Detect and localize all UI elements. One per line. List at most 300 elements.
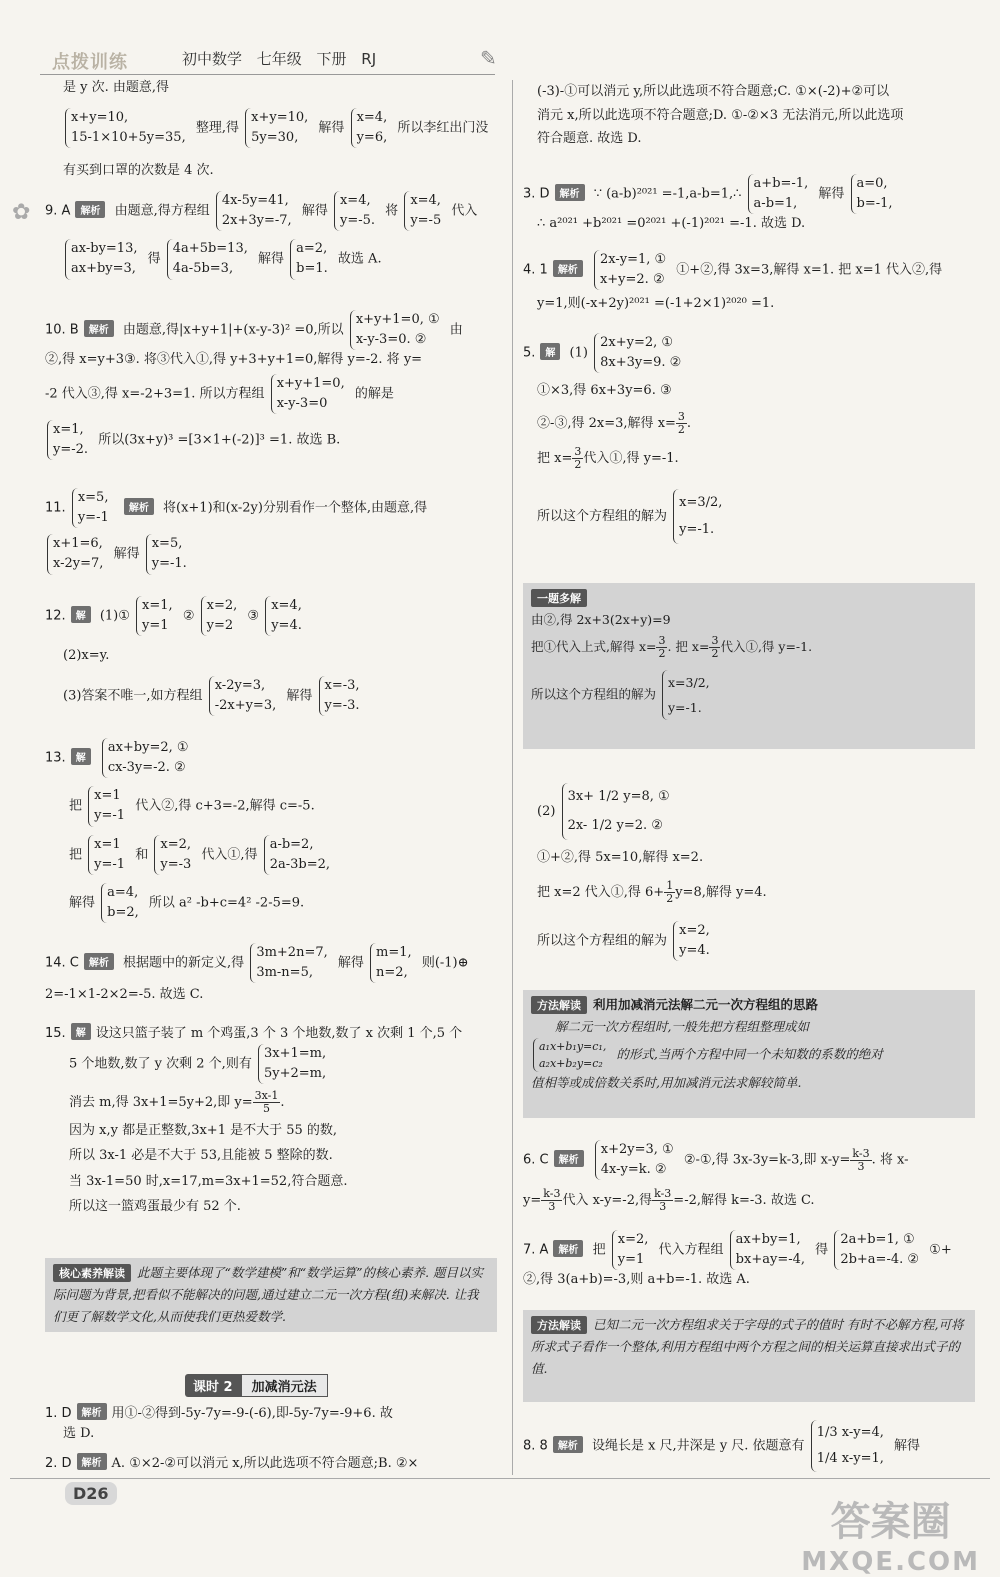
text-line: (-3)-①可以消元 y,所以此选项不符合题意;C. ①×(-2)+②可以 — [537, 84, 890, 99]
text: 设绳长是 x 尺,井深是 y 尺. 依题意有 — [591, 1438, 805, 1454]
equation-system — [216, 191, 296, 231]
numerator: 3 — [677, 409, 685, 423]
eq: a₁x+b₁y=c₁, — [539, 1039, 607, 1053]
eq: b=1. — [296, 261, 328, 277]
equation-system — [250, 943, 331, 983]
text: 把 — [592, 1242, 606, 1258]
eq: bx+ay=-4, — [735, 1252, 806, 1268]
fraction — [541, 1188, 562, 1213]
eq: x+y+1=0, — [276, 375, 345, 391]
text: . 把 x= — [667, 638, 710, 654]
question-number: 15. — [45, 1026, 66, 1041]
text: (1) — [569, 345, 588, 361]
denominator: 2 — [658, 646, 666, 660]
text: 将(x+1)和(x-2y)分别看作一个整体,由题意,得 — [163, 500, 428, 516]
page-number: D26 — [65, 1482, 117, 1505]
analysis-tag: 解析 — [84, 320, 114, 337]
eq: x=4, — [356, 110, 388, 125]
note-text: 此题主要体现了“数学建模”和“数学运算”的核心素养. 题目以实际问题为背景,把看似不能解决的问题,通过建立二元一次方程(组)来解决. 让我们更了解数学文化,从而使我们更热爱数学. — [53, 1265, 484, 1324]
text: 解得 — [337, 955, 364, 971]
text: 代入①,得 y=-1. — [720, 638, 813, 654]
eq: x=2, — [679, 922, 710, 938]
eq: x+y=2. ② — [599, 272, 665, 288]
solution-tag: 解 — [71, 1023, 91, 1040]
eq: x+y=10, — [251, 110, 309, 125]
eq: x=4, — [339, 193, 371, 208]
text: ∵ (a-b)²⁰²¹ =-1,a-b=1,∴ — [593, 186, 742, 202]
question-5-part-2 — [523, 783, 973, 961]
question-number: 12. — [45, 608, 66, 624]
numerator: 1 — [666, 878, 674, 892]
text: 设这只篮子装了 m 个鸡蛋,3 个 3 个地数,数了 x 次剩 1 个,5 个 — [95, 1026, 463, 1041]
text: (3)答案不唯一,如方程组 — [63, 688, 203, 704]
question-number: 9. A — [45, 203, 71, 219]
text: 所以这个方程组的解为 — [537, 933, 668, 949]
text: 所以(3x+y)³ =[3×1+(-2)]³ =1. 故选 B. — [98, 432, 341, 448]
text: 所以 a² -b+c=4² -2-5=9. — [148, 895, 305, 911]
equation-system — [72, 488, 113, 528]
text: 所以这个方程组的解为 — [537, 508, 668, 524]
equation-system — [258, 1044, 330, 1084]
fraction — [656, 635, 667, 660]
text: 将 — [385, 203, 399, 219]
eq: x=2, — [206, 598, 238, 613]
eq: 4a+5b=13, — [172, 241, 248, 257]
text: 5 个地数,数了 y 次剩 2 个,则有 — [69, 1056, 252, 1072]
denominator: 3 — [659, 1200, 667, 1214]
lesson-title: 加减消元法 — [241, 1374, 328, 1397]
text: . — [280, 1094, 285, 1110]
answer-block — [523, 82, 973, 149]
eq: a=4, — [107, 884, 139, 900]
eq: cx-3y=-2. ② — [107, 760, 186, 776]
equation-system — [404, 191, 445, 231]
text-line: (2)x=y. — [63, 648, 110, 664]
text-line: 有买到口罩的次数是 4 次. — [63, 163, 214, 178]
watermark — [801, 1490, 980, 1577]
fraction — [253, 1090, 281, 1115]
eq: 2x+3y=-7, — [221, 213, 292, 229]
question-number: 6. C — [523, 1152, 549, 1168]
eq: x=5, — [77, 490, 109, 505]
fraction — [664, 880, 675, 905]
text: 则(-1)⊕ — [421, 955, 469, 971]
equation-system — [319, 676, 364, 716]
equation-system — [47, 534, 107, 574]
side-decoration-icon: ✿ — [12, 200, 31, 225]
equation-system — [811, 1420, 888, 1472]
method-note-1 — [523, 990, 975, 1118]
note-tag: 方法解读 — [531, 996, 587, 1014]
eq: y=4. — [271, 618, 302, 634]
eq: y=4. — [679, 943, 710, 959]
text: 代入 x-y=-2,得 — [562, 1193, 653, 1209]
equation-system — [88, 835, 129, 875]
denominator: 3 — [548, 1200, 556, 1214]
question-number: 1. D — [45, 1406, 72, 1421]
text: 解得 — [818, 186, 845, 202]
equation-system — [88, 786, 129, 826]
analysis-tag: 解析 — [124, 498, 154, 515]
eq: a=2, — [296, 241, 328, 257]
eq: x=5, — [151, 536, 183, 552]
text: (1)① — [99, 608, 130, 624]
text-line: 2=-1×1-2×2=-5. 故选 C. — [45, 987, 204, 1003]
question-13 — [45, 738, 495, 923]
question-number: 10. B — [45, 322, 79, 338]
eq: x=2, — [617, 1232, 649, 1247]
equation-system — [562, 783, 674, 840]
eq: x+y+1=0, ① — [355, 312, 440, 327]
text: 把①代入上式,解得 x= — [531, 638, 657, 654]
equation-system — [594, 250, 670, 290]
fraction — [572, 446, 583, 471]
numerator: k-3 — [852, 1146, 870, 1160]
text: =-2,解得 k=-3. 故选 C. — [673, 1193, 815, 1209]
lesson-number: 课时 2 — [185, 1374, 241, 1397]
eq: 5y+2=m, — [263, 1065, 327, 1081]
numerator: 3x-1 — [254, 1088, 279, 1102]
question-number: 7. A — [523, 1242, 549, 1258]
equation-system — [47, 420, 92, 460]
eq: 2x- 1/2 y=2. ② — [567, 817, 663, 833]
analysis-tag: 解析 — [554, 1150, 584, 1167]
question-number: 5. — [523, 345, 536, 361]
text: 解得 — [301, 203, 328, 219]
eq: x-y-3=0 — [276, 395, 328, 411]
column-divider — [512, 80, 513, 1475]
eq: 5y=30, — [251, 130, 299, 146]
eq: y=-1 — [77, 510, 109, 526]
eq: y=-1 — [94, 856, 126, 872]
equation-system — [662, 670, 714, 720]
equation-system — [673, 489, 726, 544]
equation-system — [748, 174, 813, 214]
analysis-tag: 解析 — [77, 1453, 107, 1470]
eq: 3x+1=m, — [263, 1045, 327, 1061]
eq: y=-2. — [53, 442, 89, 458]
text-line: 符合题意. 故选 D. — [537, 131, 642, 146]
equation-system — [533, 1038, 610, 1072]
equation-system — [594, 333, 685, 373]
question-14 — [45, 943, 495, 1005]
eq: b=-1, — [856, 196, 893, 212]
text: 解得 — [318, 120, 345, 136]
text: y= — [523, 1193, 542, 1209]
eq: x=1 — [94, 836, 121, 852]
question-number: 13. — [45, 750, 66, 766]
eq: x=1 — [94, 788, 121, 804]
eq: y=-3. — [324, 697, 360, 713]
text: 得 — [815, 1242, 829, 1258]
method-note-2 — [523, 1310, 975, 1402]
text: 把 — [69, 798, 83, 814]
text-line: ②,得 3(a+b)=-3,则 a+b=-1. 故选 A. — [523, 1272, 750, 1288]
equation-system — [201, 596, 242, 636]
text-line: 当 3x-1=50 时,x=17,m=3x+1=52,符合题意. — [69, 1173, 348, 1189]
text: ②-①,得 3x-3y=k-3,即 x-y= — [683, 1152, 851, 1168]
eq: 4a-5b=3, — [172, 261, 234, 277]
eq: 2b+a=-4. ② — [840, 1252, 920, 1268]
text-line: 选 D. — [63, 1425, 95, 1441]
question-10 — [45, 310, 495, 460]
text: 根据题中的新定义,得 — [123, 955, 245, 971]
multiple-solution-box — [523, 583, 975, 749]
numerator: 3 — [711, 633, 719, 647]
text: y=8,解得 y=4. — [675, 884, 767, 900]
question-7 — [523, 1230, 973, 1290]
denominator: 2 — [677, 422, 685, 436]
eq: x=4, — [271, 598, 302, 613]
note-title: 利用加减消元法解二元一次方程组的思路 — [593, 997, 819, 1012]
eq: 15-1×10+5y=35, — [71, 130, 186, 146]
text-line: 由②,得 2x+3(2x+y)=9 — [531, 611, 671, 627]
eq: 2x-y=1, ① — [599, 252, 667, 267]
equation-system — [209, 676, 281, 716]
question-3 — [523, 174, 973, 234]
eq: x-2y=3, — [214, 677, 266, 693]
text: 由题意,得|x+y+1|+(x-y-3)² =0,所以 — [122, 322, 344, 338]
eq: ax+by=2, ① — [107, 740, 189, 755]
text: 用①-②得到-5y-7y=-9-(-6),即-5y-7y=-9+6. 故 — [111, 1406, 393, 1421]
lesson-banner — [185, 1374, 328, 1397]
equation-system — [65, 239, 141, 279]
equation-system — [101, 883, 143, 923]
eq: 3m+2n=7, — [256, 945, 328, 960]
text-line: y=1,则(-x+2y)²⁰²¹ =(-1+2×1)²⁰²⁰ =1. — [537, 296, 775, 312]
footer-rule — [10, 1478, 990, 1479]
text: ①+ — [929, 1242, 952, 1258]
numerator: k-3 — [654, 1187, 672, 1201]
numerator: 3 — [658, 633, 666, 647]
eq: y=1 — [142, 618, 169, 634]
text: 和 — [135, 847, 149, 863]
analysis-tag: 解析 — [553, 1436, 583, 1453]
eq: ax+by=3, — [71, 261, 136, 277]
text: 解得 — [894, 1438, 921, 1454]
question-6 — [523, 1140, 973, 1213]
fraction — [676, 411, 687, 436]
solution-tag: 解 — [71, 748, 91, 765]
eq: y=-5. — [339, 213, 376, 229]
eq: b=2, — [107, 904, 139, 920]
fraction — [709, 635, 720, 660]
text-line: 消元 x,所以此选项不符合题意;D. ①-②×3 无法消元,所以此选项 — [537, 107, 904, 123]
numerator: 3 — [574, 444, 582, 458]
eq: 3m-n=5, — [256, 965, 313, 981]
note-tag: 核心素养解读 — [53, 1264, 131, 1282]
equation-system — [334, 191, 379, 231]
eq: 2a+b=1, ① — [840, 1232, 915, 1247]
header-rule — [40, 74, 495, 75]
answer-block — [45, 108, 495, 148]
eq: x+2y=3, ① — [600, 1142, 674, 1157]
text: (2) — [537, 804, 556, 820]
text: 代入①,得 y=-1. — [583, 451, 679, 467]
text: 把 x=2 代入①,得 6+ — [537, 884, 665, 900]
text: 所以这个方程组的解为 — [531, 686, 657, 702]
text: 代入①,得 — [201, 847, 258, 863]
equation-system — [370, 943, 416, 983]
eq: 1/4 x-y=1, — [816, 1451, 884, 1466]
text-line: 解二元一次方程组时,一般先把方程组整理成如 — [555, 1018, 809, 1034]
text: . 将 x- — [871, 1152, 909, 1168]
equation-system — [612, 1230, 653, 1270]
equation-system — [65, 108, 190, 148]
eq: x=1, — [53, 422, 84, 438]
question-11 — [45, 488, 495, 575]
text-line: 所以这一篮鸡蛋最少有 52 个. — [69, 1199, 241, 1215]
eq: x=3/2, — [668, 674, 710, 690]
solution-tag: 解 — [540, 343, 560, 360]
denominator: 3 — [857, 1159, 865, 1173]
equation-system — [167, 239, 252, 279]
equation-system — [351, 108, 392, 148]
equation-system — [595, 1140, 678, 1180]
eq: a+b=-1, — [753, 176, 809, 191]
question-number: 4. 1 — [523, 262, 548, 278]
eq: 2x+y=2, ① — [600, 335, 674, 350]
equation-system — [136, 596, 177, 636]
text: 由 — [449, 322, 463, 338]
eq: ax+by=1, — [735, 1232, 801, 1247]
eq: 4x-y=k. ② — [600, 1162, 667, 1178]
eq: x+y=10, — [71, 110, 129, 125]
text: ①+②,得 3x=3,解得 x=1. 把 x=1 代入②,得 — [676, 262, 943, 278]
question-number: 11. — [45, 500, 66, 516]
decorative-icon: ✎ — [480, 46, 497, 70]
denominator: 5 — [263, 1101, 271, 1115]
equation-system — [146, 534, 191, 574]
analysis-tag: 解析 — [555, 184, 585, 201]
text: 由题意,得方程组 — [114, 203, 210, 219]
text-line: ①×3,得 6x+3y=6. ③ — [537, 383, 672, 399]
header-text: 初中数学 七年级 下册 RJ — [182, 50, 377, 68]
text: 消去 m,得 3x+1=5y+2,即 y= — [69, 1094, 253, 1110]
eq: y=-3 — [160, 856, 192, 872]
watermark-url: MXQE.COM — [801, 1547, 980, 1577]
text: 解得 — [258, 251, 285, 267]
text: 解得 — [113, 546, 140, 562]
eq: 8x+3y=9. ② — [600, 355, 682, 371]
text: 的解是 — [354, 386, 394, 402]
text-line: ∴ a²⁰²¹ +b²⁰²¹ =0²⁰²¹ +(-1)²⁰²¹ =-1. 故选 D. — [537, 216, 806, 232]
text: 代入方程组 — [658, 1242, 724, 1258]
denominator: 2 — [666, 891, 674, 905]
equation-system — [350, 310, 444, 350]
text: ③ — [247, 608, 260, 624]
answer-block — [45, 78, 495, 98]
text: 故选 A. — [337, 251, 382, 267]
denominator: 2 — [711, 646, 719, 660]
equation-system — [265, 596, 306, 636]
eq: m=1, — [376, 945, 412, 960]
text: ②-③,得 2x=3,解得 x= — [537, 415, 676, 431]
text-line: 值相等或成倍数关系时,用加减消元法求解较简单. — [531, 1074, 802, 1090]
text-line: 是 y 次. 由题意,得 — [63, 80, 170, 95]
eq: -2x+y=3, — [214, 697, 277, 713]
eq: a₂x+b₂y=c₂ — [539, 1056, 603, 1070]
question-1 — [45, 1403, 495, 1443]
text: 整理,得 — [195, 120, 239, 136]
brand-logo: 点拨训练 — [52, 52, 128, 73]
eq: 2a-3b=2, — [269, 856, 330, 872]
numerator: k-3 — [543, 1187, 561, 1201]
eq: y=-5 — [410, 213, 442, 229]
note-text: 已知二元一次方程组求关于字母的式子的值时 有时不必解方程,可将所求式子看作一个整体,利用方程组中两个方程之间的相关运算直接求出式子的值. — [531, 1317, 964, 1376]
eq: y=-1. — [679, 522, 715, 538]
eq: y=-1. — [151, 556, 187, 572]
eq: x-2y=7, — [53, 556, 104, 572]
eq: y=6, — [356, 130, 388, 146]
text: 解得 — [286, 688, 313, 704]
equation-system — [271, 374, 349, 414]
analysis-tag: 解析 — [75, 201, 105, 218]
eq: a-b=2, — [269, 836, 314, 852]
eq: x-y-3=0. ② — [355, 332, 427, 348]
text: 代入 — [451, 203, 478, 219]
eq: x=2, — [160, 836, 191, 852]
note-tag: 一题多解 — [531, 589, 587, 607]
text-line: 所以 3x-1 必是不大于 53,且能被 5 整除的数. — [69, 1148, 333, 1164]
text: 代入②,得 c+3=-2,解得 c=-5. — [135, 798, 315, 814]
eq: y=-1 — [94, 808, 126, 824]
eq: y=2 — [206, 618, 234, 634]
text: 把 x= — [537, 451, 573, 467]
question-2 — [45, 1453, 495, 1474]
watermark-text: 答案圈 — [830, 1499, 951, 1545]
text: 所以李红出门没 — [397, 120, 489, 136]
analysis-tag: 解析 — [84, 953, 114, 970]
eq: x=-3, — [324, 677, 360, 693]
question-4 — [523, 250, 973, 314]
question-number: 2. D — [45, 1456, 72, 1471]
eq: a-b=1, — [753, 196, 798, 212]
analysis-tag: 解析 — [553, 1240, 583, 1257]
eq: ax-by=13, — [71, 241, 138, 257]
equation-system — [245, 108, 312, 148]
eq: n=2, — [376, 965, 408, 981]
question-number: 14. C — [45, 955, 79, 971]
equation-system — [851, 174, 897, 214]
analysis-tag: 解析 — [553, 260, 583, 277]
question-number: 3. D — [523, 186, 550, 202]
question-number: 8. 8 — [523, 1438, 548, 1454]
text: 解得 — [69, 895, 96, 911]
question-5: 5. 解 (1) 2x+y=2, ① 8x+3y=9. ② ①×3,得 6x+3y=6. ③ ②-③,得 2x=3,解得 x= $\frac{3}{2}$ . 把 x= $\frac{3}{2}$ 代入①,得 y=-1. 所以这个方程组的解为 x=3/2, y=-1. — [523, 333, 973, 544]
equation-system — [154, 835, 195, 875]
text: 把 — [69, 847, 83, 863]
core-literacy-note — [45, 1258, 497, 1332]
text: 的形式,当两个方程中同一个未知数的系数的绝对 — [616, 1046, 883, 1062]
eq: y=1 — [617, 1252, 645, 1268]
equation-system — [102, 738, 193, 778]
text-line: ①+②,得 5x=10,解得 x=2. — [537, 850, 704, 866]
eq: x=4, — [410, 193, 441, 208]
eq: 4x-5y=41, — [221, 193, 289, 208]
text: -2 代入③,得 x=-2+3=1. 所以方程组 — [45, 386, 265, 402]
equation-system — [290, 239, 332, 279]
fraction — [652, 1188, 673, 1213]
eq: a=0, — [856, 176, 888, 191]
answer-block — [45, 161, 495, 181]
eq: x=1, — [142, 598, 173, 613]
question-15 — [45, 1023, 495, 1217]
question-8 — [523, 1420, 973, 1472]
page-header — [40, 42, 510, 76]
question-12 — [45, 596, 495, 716]
fraction — [850, 1148, 871, 1173]
